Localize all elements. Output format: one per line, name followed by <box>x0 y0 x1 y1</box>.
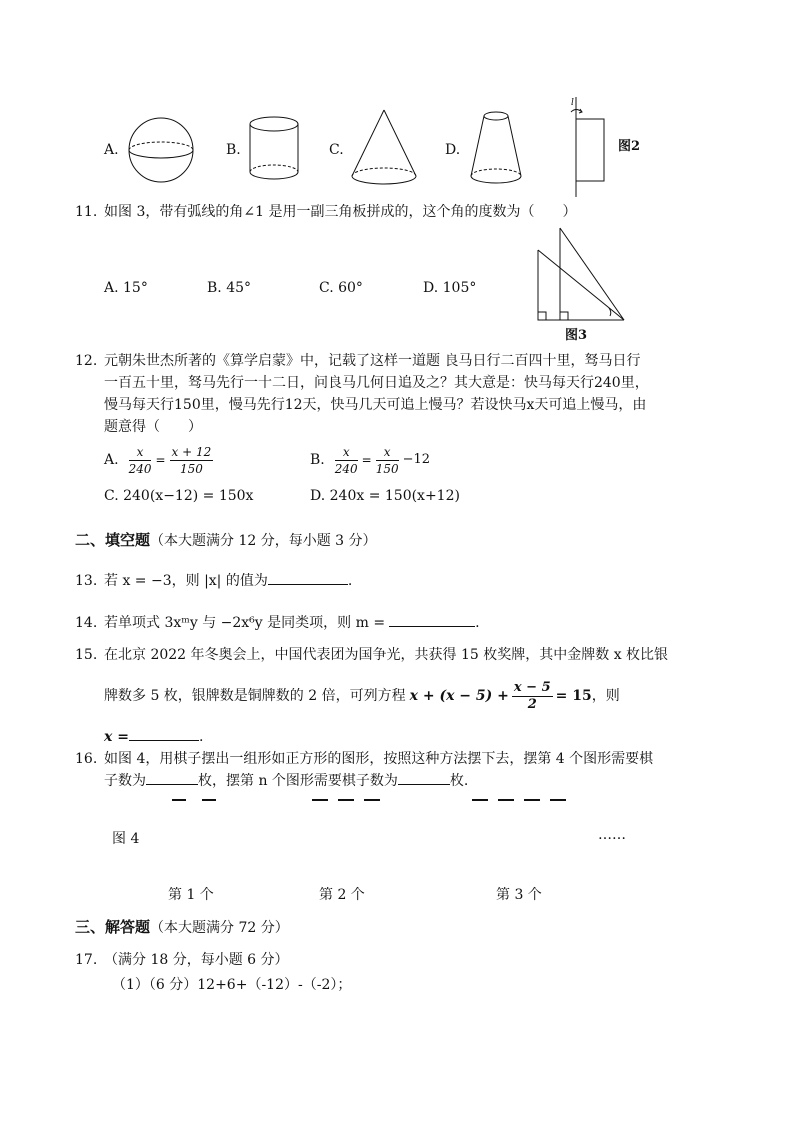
q12-option-a <box>104 440 213 480</box>
q11-number: 11. <box>75 204 98 220</box>
q12-line-2: 一百五十里，驽马先行一十二日，问良马几何日追及之？其大意是：快马每天行240里， <box>104 375 649 391</box>
q15-number: 15. <box>75 647 98 663</box>
denominator: 240 <box>334 461 358 476</box>
numerator: x <box>129 444 152 461</box>
fraction <box>170 444 214 477</box>
q16-text-b: 枚，摆第 n 个图形需要棋子数为 <box>198 773 398 789</box>
q12-line-4: 题意得（ ） <box>104 419 202 435</box>
q15-line-1: 在北京 2022 年冬奥会上，中国代表团为国争光，共获得 15 枚奖牌，其中金牌数 x 枚比银 <box>104 647 669 663</box>
triangle-set-figure <box>530 222 630 324</box>
q17-part-1: （1）（6 分）12+6+（-12）-（-2）； <box>112 977 352 993</box>
sphere-figure <box>127 116 197 186</box>
cylinder-figure <box>248 116 304 182</box>
q11-stem: 如图 3，带有弧线的角∠1 是用一副三角板拼成的，这个角的度数为（ ） <box>104 204 577 220</box>
q13-period: . <box>347 573 353 589</box>
q15-line-2-text: 牌数多 5 枚，银牌数是铜牌数的 2 倍，可列方程 <box>104 688 406 704</box>
denominator: 150 <box>179 461 203 476</box>
numerator: x <box>335 444 358 461</box>
caption-figure-3: 第 3 个 <box>496 887 542 903</box>
q15-line-2 <box>104 676 620 716</box>
q10-option-b-label: B. <box>226 142 241 158</box>
equals-sign: = <box>155 453 166 467</box>
q15-period: . <box>198 729 204 745</box>
q15-equation-left: x + (x − 5) + <box>409 688 509 704</box>
numerator: x + 12 <box>171 444 212 459</box>
numerator: x <box>376 444 399 461</box>
q14-text <box>104 612 480 634</box>
q10-option-d-label: D. <box>445 142 461 158</box>
q12-option-d: D. 240x = 150(x+12) <box>310 488 460 504</box>
chess-pattern-figure <box>160 794 580 806</box>
denominator: 240 <box>128 461 152 476</box>
pattern-ellipsis: …… <box>598 827 626 843</box>
q12-line-3: 慢马每天行150里，慢马先行12天，快马几天可追上慢马？若设快马x天可追上慢马，由 <box>104 397 647 413</box>
section-3-heading <box>75 916 289 939</box>
q13-text <box>104 570 352 592</box>
q10-option-a-label: A. <box>104 142 119 158</box>
fraction <box>512 680 553 713</box>
q14-period: . <box>475 615 480 631</box>
q11-option-a: A. 15° <box>104 280 148 296</box>
q15-line-3 <box>104 726 203 748</box>
frustum-figure <box>468 108 528 188</box>
cone-figure <box>350 108 420 188</box>
svg-text:l: l <box>571 98 574 108</box>
q17-number: 17. <box>75 952 98 968</box>
section-3-note: （本大题满分 72 分） <box>150 920 289 936</box>
q12-number: 12. <box>75 353 98 369</box>
q15-line-2-tail: ，则 <box>591 688 620 704</box>
q12-option-c: C. 240(x−12) = 150x <box>104 488 254 504</box>
q11-option-b: B. 45° <box>207 280 252 296</box>
figure-3-label: 图3 <box>565 328 588 343</box>
q14-answer-blank[interactable] <box>389 612 475 627</box>
denominator: 2 <box>527 696 537 712</box>
q16-text-c: 枚. <box>449 773 469 789</box>
q15-x-equals: x = <box>104 729 129 745</box>
q16-text-a: 子数为 <box>104 773 146 789</box>
q12-line-1: 元朝朱世杰所著的《算学启蒙》中，记载了这样一道题 良马日行二百四十里，驽马日行 <box>104 353 641 369</box>
q15-equation-right: = 15 <box>555 688 592 704</box>
figure-4-label: 图 4 <box>112 831 140 847</box>
minus-twelve: −12 <box>402 452 431 467</box>
figure-2-label: 图2 <box>618 139 641 154</box>
q16-line-2 <box>104 770 468 792</box>
section-3-title: 三、解答题 <box>75 918 151 936</box>
section-2-note: （本大题满分 12 分，每小题 3 分） <box>150 533 377 549</box>
fraction <box>335 444 358 477</box>
fraction <box>376 444 399 477</box>
fraction <box>129 444 152 477</box>
q13-number: 13. <box>75 573 98 589</box>
caption-figure-2: 第 2 个 <box>319 887 365 903</box>
q16-line-1: 如图 4，用棋子摆出一组形如正方形的图形，按照这种方法摆下去，摆第 4 个图形需要棋 <box>104 751 654 767</box>
q12-option-a-label: A. <box>104 452 119 468</box>
numerator: x − 5 <box>513 679 551 695</box>
section-2-title: 二、填空题 <box>75 531 151 549</box>
q14-stem: 若单项式 3xᵐy 与 −2x⁶y 是同类项，则 m = <box>104 615 386 631</box>
q11-option-d: D. 105° <box>423 280 477 296</box>
section-2-heading <box>75 529 377 552</box>
caption-figure-1: 第 1 个 <box>168 887 214 903</box>
q13-answer-blank[interactable] <box>268 570 348 585</box>
q10-option-c-label: C. <box>329 142 344 158</box>
q12-option-b <box>310 440 430 480</box>
q16-number: 16. <box>75 751 98 767</box>
equals-sign: = <box>361 453 372 467</box>
q16-answer-blank-2[interactable] <box>398 770 450 785</box>
q11-option-c: C. 60° <box>319 280 363 296</box>
q16-answer-blank-1[interactable] <box>146 770 198 785</box>
q12-option-b-label: B. <box>310 452 325 468</box>
rotation-axis-figure <box>564 95 614 200</box>
q13-stem: 若 x = −3，则 |x| 的值为 <box>104 573 268 589</box>
q15-answer-blank[interactable] <box>129 726 199 741</box>
q17-note: （满分 18 分，每小题 6 分） <box>104 952 289 968</box>
q14-number: 14. <box>75 615 98 631</box>
denominator: 150 <box>375 461 399 476</box>
